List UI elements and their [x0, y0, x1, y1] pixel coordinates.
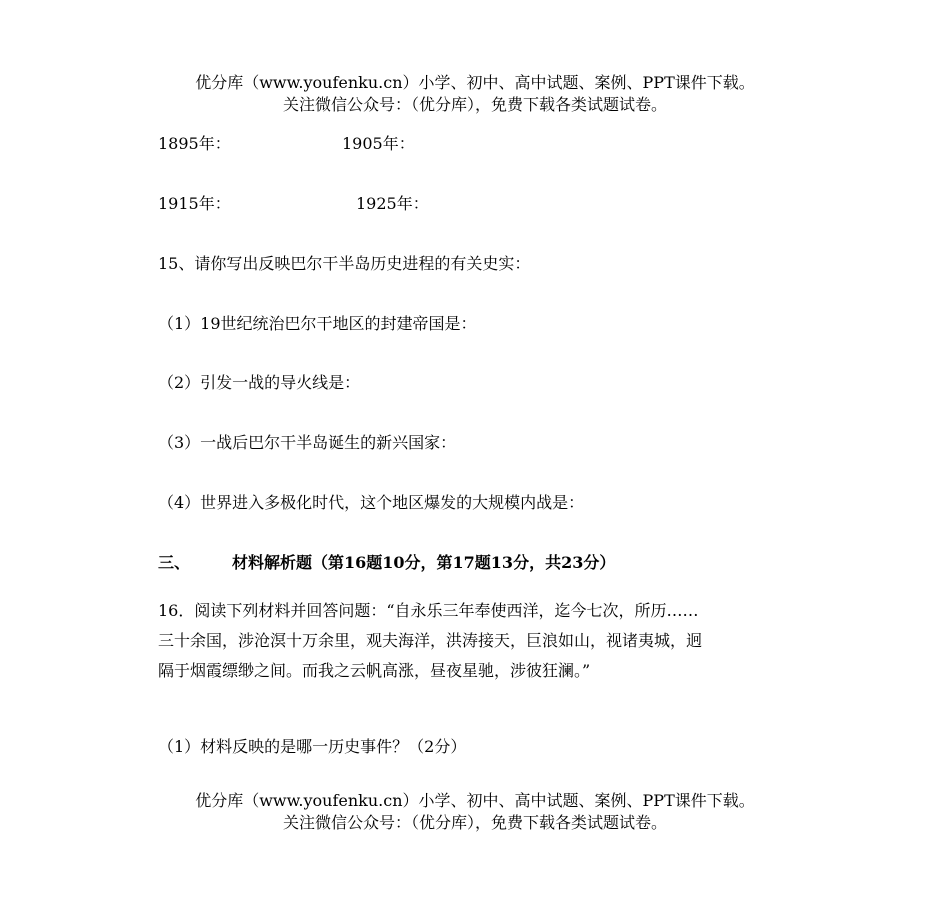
year-1895-label: 1895年：	[158, 134, 231, 153]
question-15-title: 15、请你写出反映巴尔干半岛历史进程的有关史实：	[158, 254, 531, 273]
question-16-line-2: 三十余国，涉沧溟十万余里，观夫海洋，洪涛接天，巨浪如山，视诸夷城，迥	[158, 631, 703, 650]
section-3-heading	[158, 552, 615, 574]
question-16-line-3: 隔于烟霞缥缈之间。而我之云帆高涨，昼夜星驰，涉彼狂澜。”	[158, 661, 591, 680]
question-15-item-4: （4）世界进入多极化时代，这个地区爆发的大规模内战是：	[158, 493, 585, 512]
header-line-2: 关注微信公众号：（优分库），免费下载各类试题试卷。	[282, 95, 667, 114]
question-16-material	[158, 596, 788, 686]
question-16-sub-1: （1）材料反映的是哪一历史事件？（2分）	[158, 737, 467, 756]
year-1915-label: 1915年：	[158, 194, 231, 213]
page-header	[0, 72, 950, 116]
footer-line-2: 关注微信公众号：（优分库），免费下载各类试题试卷。	[282, 813, 667, 832]
question-16-line-1: 16．阅读下列材料并回答问题：“自永乐三年奉使西洋，迄今七次，所历……	[158, 601, 699, 620]
year-1905-label: 1905年：	[342, 134, 415, 153]
footer-line-1: 优分库（www.youfenku.cn）小学、初中、高中试题、案例、PPT课件下载。	[195, 791, 755, 810]
section-3-number: 三、	[158, 553, 191, 572]
question-15-item-1: （1）19世纪统治巴尔干地区的封建帝国是：	[158, 314, 477, 333]
section-3-title: 材料解析题（第16题10分，第17题13分，共23分）	[232, 553, 616, 572]
question-15-item-3: （3）一战后巴尔干半岛诞生的新兴国家：	[158, 433, 457, 452]
question-15-item-2: （2）引发一战的导火线是：	[158, 373, 361, 392]
header-line-1: 优分库（www.youfenku.cn）小学、初中、高中试题、案例、PPT课件下载。	[195, 73, 755, 92]
page-footer	[0, 790, 950, 834]
year-1925-label: 1925年：	[356, 194, 429, 213]
